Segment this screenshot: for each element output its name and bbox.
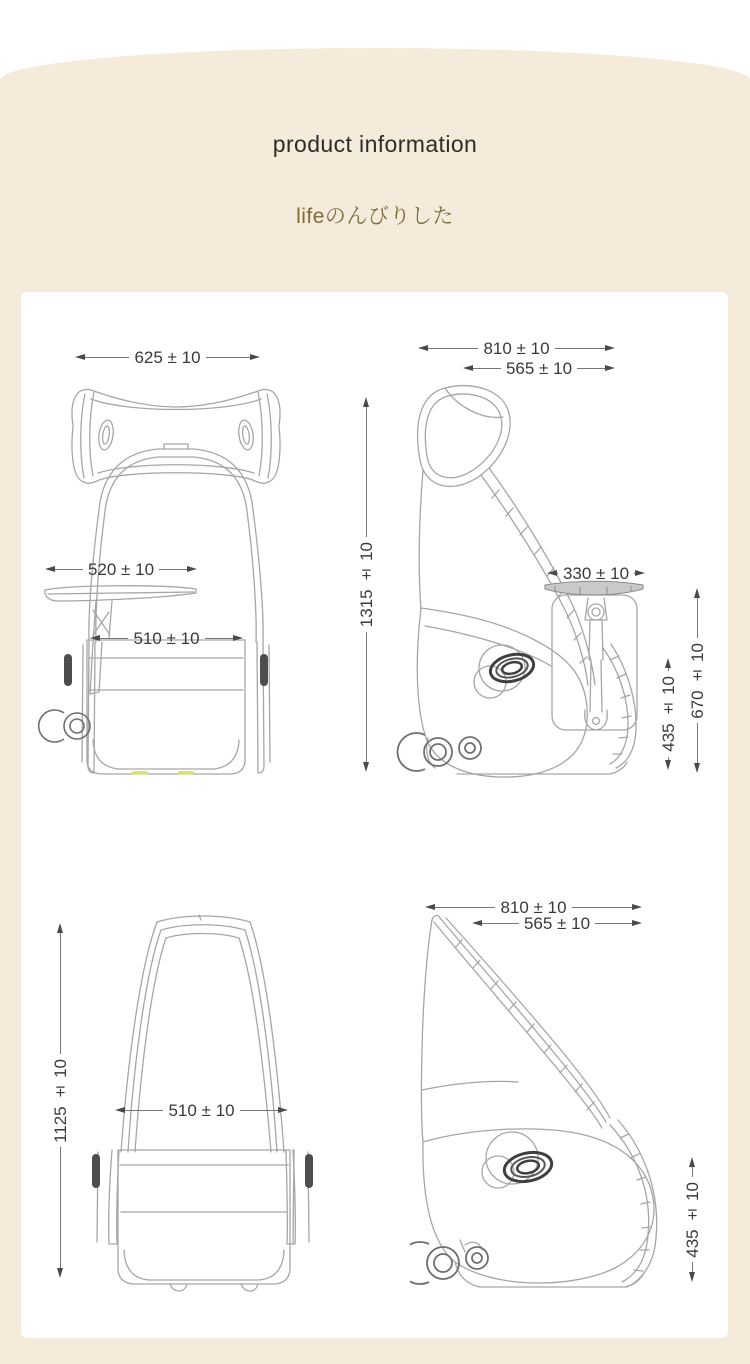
drawings-panel [21,292,728,1338]
arrow-down-icon [694,763,700,773]
page-subtitle: lifeのんびりした [296,205,454,228]
arrow-right-icon [632,904,642,910]
arrow-left-icon [463,365,473,371]
figure-front-without-headrest [45,900,345,1320]
arrow-left-icon [472,920,482,926]
caster-wheel-side-icon [410,1242,488,1284]
dim-seat-depth: 565 ± 10 [472,913,642,933]
figure-side-with-headrest [395,330,728,790]
arrow-left-icon [547,570,557,576]
arrow-left-icon [115,1107,125,1113]
arrow-left-icon [418,345,428,351]
arrow-right-icon [632,920,642,926]
arrow-up-icon [57,923,63,933]
dim-tray-width: 520 ± 10 [45,559,197,579]
dim-headrest-width: 625 ± 10 [75,347,260,367]
arrow-right-icon [250,354,260,360]
arrow-up-icon [665,658,671,668]
figure-side-without-headrest [410,890,728,1316]
arrow-up-icon [689,1157,695,1167]
control-knob-icon [502,1148,555,1185]
arrow-right-icon [605,345,615,351]
dim-seat-height: 435 ± 10 [658,658,678,770]
arrow-right-icon [635,570,645,576]
arrow-left-icon [45,566,55,572]
side-view-drawing [395,330,728,790]
dim-seat-width: 510 ± 10 [90,628,243,648]
arrow-down-icon [665,760,671,770]
dim-overall-depth: 810 ± 10 [418,338,615,358]
dim-seat-depth: 565 ± 10 [463,358,615,378]
arrow-left-icon [425,904,435,910]
dim-seat-width: 510 ± 10 [115,1100,288,1120]
arrow-right-icon [233,635,243,641]
dim-back-height: 1125 ± 10 [50,923,70,1278]
page-title: product information [272,131,478,157]
arrow-right-icon [278,1107,288,1113]
arrow-right-icon [605,365,615,371]
side-bumpers [92,1154,313,1188]
arrow-right-icon [187,566,197,572]
arrow-left-icon [90,635,100,641]
dim-overall-height: 1315 ± 10 [356,397,376,772]
dim-tray-height: 670 ± 10 [687,588,707,773]
arrow-down-icon [57,1268,63,1278]
arrow-left-icon [75,354,85,360]
arrow-up-icon [363,397,369,407]
tray-disc [545,581,643,595]
dim-overall-depth: 810 ± 10 [425,897,642,917]
arrow-down-icon [363,762,369,772]
dim-seat-height: 435 ± 10 [682,1157,702,1282]
side-view-no-headrest-drawing [410,890,728,1316]
dim-tray-depth: 330 ± 10 [547,563,645,583]
arrow-down-icon [689,1272,695,1282]
caster-wheel-side-icon [398,733,481,771]
control-knob-icon [488,650,537,686]
arrow-up-icon [694,588,700,598]
figure-front-with-headrest [36,342,381,802]
